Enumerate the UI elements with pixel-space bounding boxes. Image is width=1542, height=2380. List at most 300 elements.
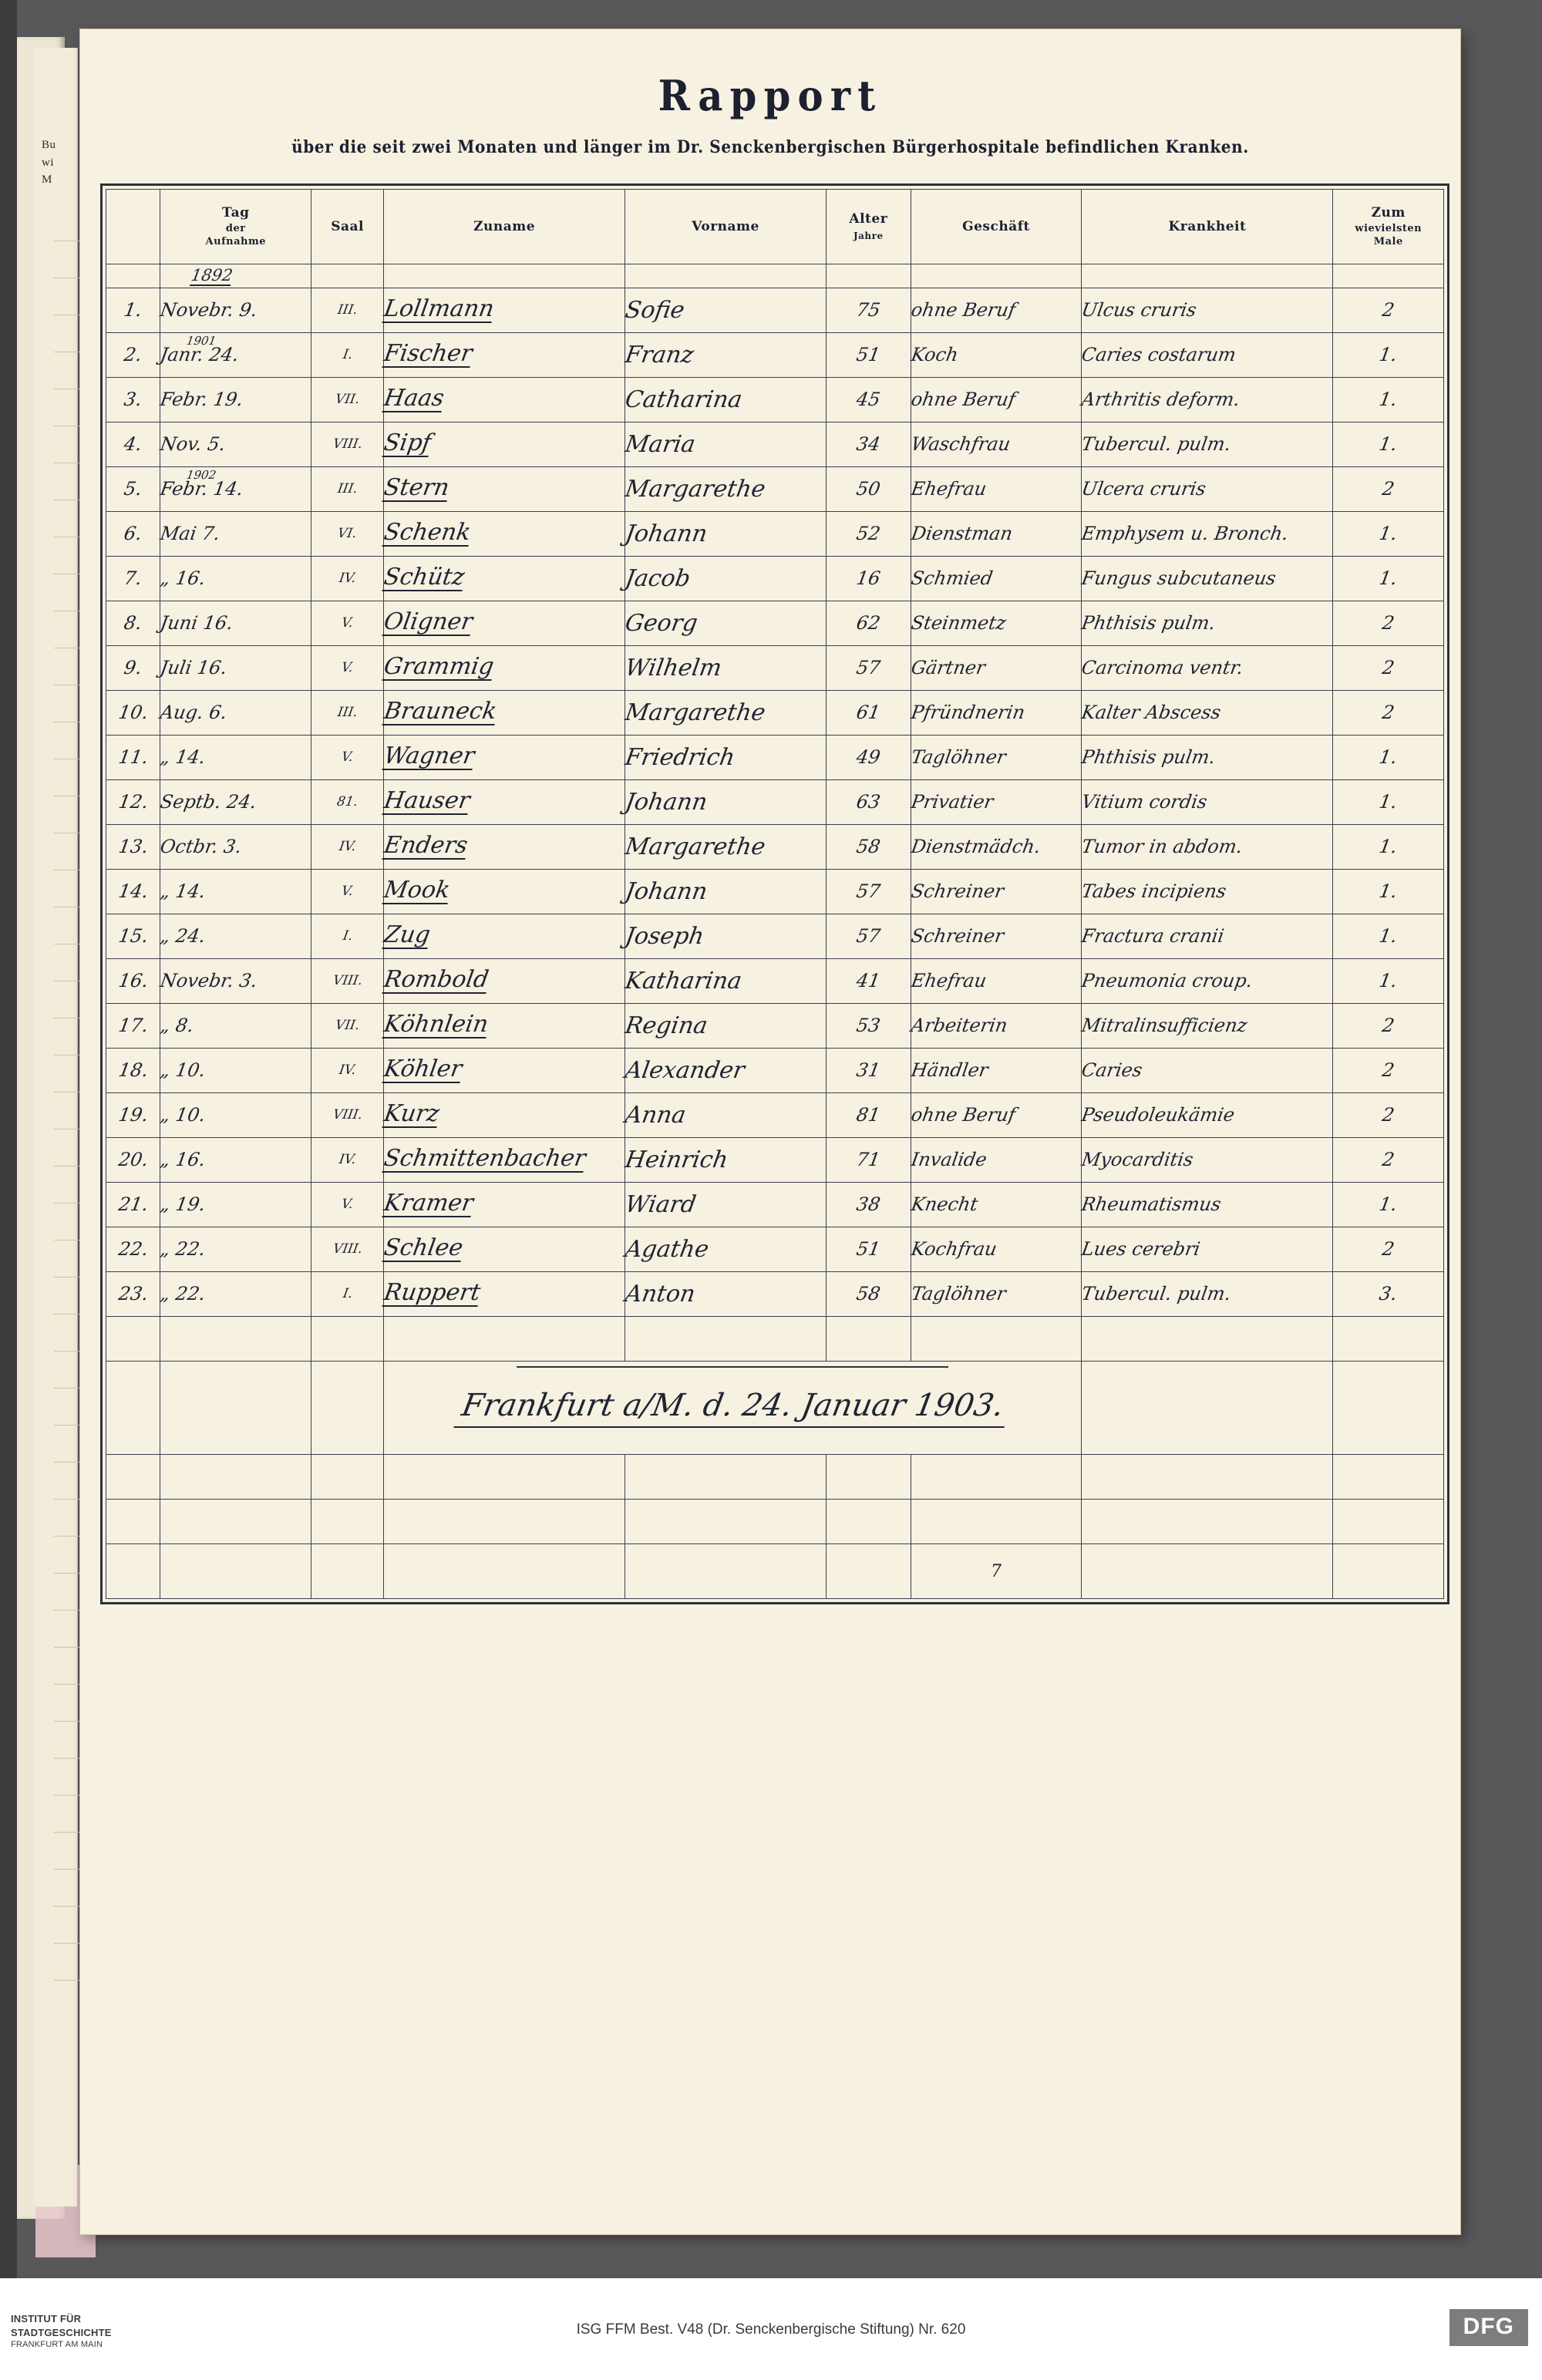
cell-lastname xyxy=(384,512,625,557)
cell-job-text: Schreiner xyxy=(909,880,1005,902)
cell-index xyxy=(106,1227,160,1272)
cell-index-text: 1. xyxy=(123,299,144,321)
cell-firstname-text: Margarethe xyxy=(623,699,768,726)
table-row xyxy=(106,333,1444,378)
cell-lastname-text: Lollmann xyxy=(382,295,497,322)
cell-firstname-text: Wilhelm xyxy=(623,654,724,682)
cell-age xyxy=(827,914,911,959)
cell-index-text: 17. xyxy=(116,1015,150,1036)
table-row xyxy=(106,601,1444,646)
cell-firstname xyxy=(625,601,827,646)
cell-index-text: 13. xyxy=(116,836,150,857)
table-row xyxy=(106,646,1444,691)
cell-saal-text: III. xyxy=(336,480,359,497)
cell-index xyxy=(106,870,160,914)
cell-age-text: 38 xyxy=(854,1193,882,1215)
cell-times-text: 2 xyxy=(1380,612,1396,634)
institution-line-1: INSTITUT FÜR xyxy=(11,2313,82,2324)
table-row xyxy=(106,736,1444,780)
cell-firstname xyxy=(625,378,827,422)
cell-saal-text: IV. xyxy=(338,1062,357,1078)
cell-saal-text: V. xyxy=(340,749,355,765)
cell-age-text: 71 xyxy=(854,1149,882,1170)
cell-saal xyxy=(311,1272,384,1317)
cell-diagnosis xyxy=(1082,333,1333,378)
cell-saal xyxy=(311,646,384,691)
cell-date xyxy=(160,914,311,959)
cell-job xyxy=(911,288,1082,333)
cell-lastname-text: Kurz xyxy=(382,1100,442,1127)
cell-date-text: Juli 16. xyxy=(159,657,229,678)
cell-times-text: 1. xyxy=(1378,925,1399,947)
cell-lastname xyxy=(384,467,625,512)
cell-lastname-text: Schmittenbacher xyxy=(382,1145,588,1172)
cell-times xyxy=(1333,825,1444,870)
title-block xyxy=(80,29,1460,156)
rapport-table-frame xyxy=(100,183,1449,1604)
cell-times-text: 1. xyxy=(1378,523,1399,544)
cell-date xyxy=(160,1272,311,1317)
cell-date xyxy=(160,512,311,557)
cell-saal xyxy=(311,914,384,959)
cell-job xyxy=(911,378,1082,422)
cell-lastname-text: Fischer xyxy=(382,340,475,367)
cell-diagnosis-text: Tubercul. pulm. xyxy=(1080,1283,1233,1304)
cell-job-text: Händler xyxy=(909,1059,990,1081)
cell-job-text: ohne Beruf xyxy=(909,1104,1017,1126)
cell-diagnosis-text: Pneumonia croup. xyxy=(1080,970,1254,991)
cell-times-text: 2 xyxy=(1380,299,1396,321)
cell-firstname xyxy=(625,557,827,601)
cell-diagnosis-text: Fungus subcutaneus xyxy=(1080,567,1278,589)
page-number-row xyxy=(106,1544,1444,1599)
cell-firstname-text: Anna xyxy=(623,1101,689,1129)
cell-date-text: Aug. 6. xyxy=(159,702,229,723)
cell-lastname-text: Oligner xyxy=(382,608,475,635)
cell-times-text: 1. xyxy=(1378,746,1399,768)
cell-age xyxy=(827,557,911,601)
cell-age-text: 58 xyxy=(854,1283,882,1304)
cell-date xyxy=(160,1138,311,1183)
cell-age-text: 63 xyxy=(854,791,882,813)
cell-job xyxy=(911,1183,1082,1227)
cell-firstname-text: Franz xyxy=(623,341,696,369)
cell-saal xyxy=(311,1049,384,1093)
cell-index xyxy=(106,1049,160,1093)
cell-times xyxy=(1333,512,1444,557)
cell-diagnosis xyxy=(1082,780,1333,825)
cell-diagnosis xyxy=(1082,422,1333,467)
cell-index-text: 16. xyxy=(116,970,150,991)
cell-date xyxy=(160,1004,311,1049)
table-row-blank xyxy=(106,1317,1444,1362)
cell-age xyxy=(827,736,911,780)
cell-times xyxy=(1333,1138,1444,1183)
table-row xyxy=(106,422,1444,467)
cell-job xyxy=(911,870,1082,914)
column-header-lastname: Zuname xyxy=(384,190,625,264)
cell-index-text: 6. xyxy=(123,523,144,544)
cell-date xyxy=(160,1183,311,1227)
table-header-row xyxy=(106,190,1444,264)
cell-index xyxy=(106,1004,160,1049)
cell-index-text: 4. xyxy=(123,433,144,455)
cell-date xyxy=(160,333,311,378)
cell-job-text: Schmied xyxy=(909,567,995,589)
document-page xyxy=(80,29,1460,2234)
cell-date xyxy=(160,1049,311,1093)
signature-row xyxy=(106,1362,1444,1455)
cell-diagnosis xyxy=(1082,825,1333,870)
cell-index xyxy=(106,333,160,378)
cell-index-text: 7. xyxy=(123,567,144,589)
cell-firstname xyxy=(625,512,827,557)
cell-firstname-text: Anton xyxy=(623,1280,698,1308)
cell-age xyxy=(827,1272,911,1317)
cell-job-text: Knecht xyxy=(909,1193,979,1215)
cell-diagnosis xyxy=(1082,378,1333,422)
cell-times xyxy=(1333,914,1444,959)
cell-date xyxy=(160,736,311,780)
cell-date-text: Octbr. 3. xyxy=(159,836,244,857)
cell-saal xyxy=(311,736,384,780)
cell-times xyxy=(1333,1272,1444,1317)
cell-lastname-text: Enders xyxy=(382,832,470,859)
table-row xyxy=(106,959,1444,1004)
cell-age-text: 61 xyxy=(854,702,882,723)
cell-job xyxy=(911,736,1082,780)
cell-index-text: 5. xyxy=(123,478,144,500)
cell-index-text: 19. xyxy=(116,1104,150,1126)
cell-date-text: Mai 7. xyxy=(159,523,222,544)
cell-age xyxy=(827,333,911,378)
cell-saal xyxy=(311,870,384,914)
cell-index-text: 11. xyxy=(116,746,150,768)
cell-date-year: 1902 xyxy=(186,468,218,482)
cell-job-text: Kochfrau xyxy=(909,1238,998,1260)
cell-times xyxy=(1333,646,1444,691)
cell-lastname-text: Schütz xyxy=(382,564,466,591)
table-row xyxy=(106,1272,1444,1317)
cell-job xyxy=(911,914,1082,959)
cell-lastname-text: Haas xyxy=(382,385,446,412)
cell-lastname xyxy=(384,825,625,870)
cell-date xyxy=(160,601,311,646)
cell-diagnosis xyxy=(1082,736,1333,780)
margin-note-line-3: M xyxy=(42,173,52,186)
cell-diagnosis-text: Lues cerebri xyxy=(1080,1238,1202,1260)
cell-times xyxy=(1333,333,1444,378)
cell-saal xyxy=(311,825,384,870)
cell-index-text: 14. xyxy=(116,880,150,902)
cell-lastname-text: Schenk xyxy=(382,519,473,546)
cell-date xyxy=(160,870,311,914)
cell-firstname xyxy=(625,914,827,959)
cell-age xyxy=(827,1049,911,1093)
cell-job-text: Koch xyxy=(909,344,960,365)
cell-saal xyxy=(311,1183,384,1227)
cell-times-text: 1. xyxy=(1378,791,1399,813)
cell-diagnosis-text: Myocarditis xyxy=(1080,1149,1196,1170)
table-row xyxy=(106,914,1444,959)
cell-lastname-text: Hauser xyxy=(382,787,472,814)
cell-lastname-text: Mook xyxy=(382,877,453,904)
table-row xyxy=(106,691,1444,736)
cell-firstname-text: Regina xyxy=(623,1012,710,1039)
cell-job xyxy=(911,512,1082,557)
cell-index xyxy=(106,691,160,736)
cell-firstname xyxy=(625,1093,827,1138)
cell-firstname xyxy=(625,422,827,467)
column-header-times: Zum wievielsten Male xyxy=(1333,190,1444,264)
cell-saal-text: I. xyxy=(341,1285,354,1301)
cell-date xyxy=(160,378,311,422)
cell-saal xyxy=(311,1138,384,1183)
table-row xyxy=(106,1227,1444,1272)
cell-date xyxy=(160,691,311,736)
archive-caption: ISG FFM Best. V48 (Dr. Senckenbergische Stiftung) Nr. 620 xyxy=(576,2321,966,2338)
cell-date-text: „ 24. xyxy=(159,925,207,947)
cell-diagnosis-text: Vitium cordis xyxy=(1080,791,1210,813)
page-subtitle: über die seit zwei Monaten und länger im Dr. Senckenbergischen Bürgerhospitale befindlichen Kranken. xyxy=(291,136,1249,157)
table-row xyxy=(106,288,1444,333)
cell-firstname-text: Johann xyxy=(623,520,709,547)
cell-job xyxy=(911,691,1082,736)
cell-diagnosis xyxy=(1082,1272,1333,1317)
table-row xyxy=(106,512,1444,557)
cell-date-text: Juni 16. xyxy=(159,612,235,634)
cell-date-text: „ 22. xyxy=(159,1283,207,1304)
cell-firstname-text: Joseph xyxy=(623,922,706,950)
cell-index xyxy=(106,378,160,422)
cell-index-text: 2. xyxy=(123,344,144,365)
year-banner-row xyxy=(106,264,1444,288)
cell-job xyxy=(911,825,1082,870)
cell-date-year: 1901 xyxy=(186,334,218,348)
cell-saal xyxy=(311,333,384,378)
book-gutter xyxy=(0,0,17,2278)
table-row xyxy=(106,825,1444,870)
cell-job-text: ohne Beruf xyxy=(909,299,1017,321)
cell-firstname-text: Catharina xyxy=(623,385,745,413)
cell-times xyxy=(1333,422,1444,467)
cell-age-text: 57 xyxy=(854,880,882,902)
cell-job-text: Ehefrau xyxy=(909,970,988,991)
cell-diagnosis xyxy=(1082,1227,1333,1272)
signature-divider xyxy=(517,1366,948,1368)
cell-age xyxy=(827,288,911,333)
cell-saal-text: VI. xyxy=(336,525,359,541)
cell-saal-text: VIII. xyxy=(332,436,364,452)
table-row-blank xyxy=(106,1455,1444,1500)
cell-age xyxy=(827,378,911,422)
cell-diagnosis xyxy=(1082,1138,1333,1183)
cell-saal-text: V. xyxy=(340,1196,355,1212)
cell-index xyxy=(106,512,160,557)
cell-saal xyxy=(311,691,384,736)
cell-times xyxy=(1333,1183,1444,1227)
cell-lastname-text: Grammig xyxy=(382,653,497,680)
cell-job-text: Pfründnerin xyxy=(909,702,1026,723)
cell-times xyxy=(1333,1049,1444,1093)
cell-index xyxy=(106,601,160,646)
table-row xyxy=(106,1093,1444,1138)
cell-diagnosis xyxy=(1082,959,1333,1004)
cell-index-text: 21. xyxy=(116,1193,150,1215)
table-row-blank xyxy=(106,1500,1444,1544)
cell-job-text: Privatier xyxy=(909,791,995,813)
table-row xyxy=(106,1138,1444,1183)
cell-diagnosis-text: Tubercul. pulm. xyxy=(1080,433,1233,455)
cell-firstname xyxy=(625,736,827,780)
cell-diagnosis-text: Caries xyxy=(1080,1059,1144,1081)
cell-lastname xyxy=(384,914,625,959)
cell-age-text: 49 xyxy=(854,746,882,768)
cell-diagnosis-text: Carcinoma ventr. xyxy=(1080,657,1245,678)
cell-lastname xyxy=(384,378,625,422)
cell-lastname xyxy=(384,1272,625,1317)
cell-index xyxy=(106,1272,160,1317)
cell-age-text: 50 xyxy=(854,478,882,500)
cell-diagnosis-text: Kalter Abscess xyxy=(1080,702,1223,723)
cell-age xyxy=(827,825,911,870)
cell-firstname xyxy=(625,870,827,914)
table-row xyxy=(106,870,1444,914)
cell-saal xyxy=(311,601,384,646)
cell-saal xyxy=(311,288,384,333)
cell-firstname-text: Johann xyxy=(623,788,709,816)
cell-times xyxy=(1333,378,1444,422)
cell-firstname xyxy=(625,333,827,378)
cell-index-text: 20. xyxy=(116,1149,150,1170)
cell-saal-text: I. xyxy=(341,346,354,362)
cell-age xyxy=(827,780,911,825)
cell-index xyxy=(106,557,160,601)
cell-saal-text: IV. xyxy=(338,570,357,586)
cell-job xyxy=(911,1093,1082,1138)
column-header-date: Tag der Aufnahme xyxy=(160,190,311,264)
cell-lastname-text: Schlee xyxy=(382,1234,465,1261)
cell-diagnosis xyxy=(1082,1004,1333,1049)
signature-pad-left xyxy=(106,1362,160,1455)
cell-times xyxy=(1333,288,1444,333)
cell-lastname xyxy=(384,333,625,378)
cell-saal-text: V. xyxy=(340,659,355,675)
table-row xyxy=(106,557,1444,601)
cell-job xyxy=(911,1004,1082,1049)
cell-lastname-text: Rombold xyxy=(382,966,491,993)
cell-firstname-text: Georg xyxy=(623,609,700,637)
cell-times-text: 3. xyxy=(1378,1283,1399,1304)
cell-lastname-text: Köhnlein xyxy=(382,1011,490,1038)
cell-index-text: 3. xyxy=(123,389,144,410)
cell-index xyxy=(106,914,160,959)
table-row xyxy=(106,780,1444,825)
cell-job-text: Schreiner xyxy=(909,925,1005,947)
cell-times xyxy=(1333,601,1444,646)
table-row xyxy=(106,1049,1444,1093)
column-header-saal: Saal xyxy=(311,190,384,264)
cell-lastname xyxy=(384,1049,625,1093)
table-row xyxy=(106,378,1444,422)
cell-date xyxy=(160,1227,311,1272)
cell-lastname-text: Stern xyxy=(382,474,452,501)
cell-diagnosis-text: Tabes incipiens xyxy=(1080,880,1228,902)
cell-times-text: 2 xyxy=(1380,657,1396,678)
cell-lastname xyxy=(384,870,625,914)
cell-saal-text: VII. xyxy=(334,391,361,407)
cell-date-text: Novebr. 9. xyxy=(159,299,260,321)
cell-age xyxy=(827,870,911,914)
cell-saal-text: 81. xyxy=(335,793,359,810)
cell-saal-text: I. xyxy=(341,927,354,944)
cell-firstname xyxy=(625,1272,827,1317)
cell-lastname xyxy=(384,736,625,780)
cell-age-text: 16 xyxy=(854,567,882,589)
cell-times-text: 2 xyxy=(1380,1104,1396,1126)
cell-lastname-text: Ruppert xyxy=(382,1279,483,1306)
cell-times xyxy=(1333,870,1444,914)
dfg-logo: DFG xyxy=(1449,2309,1528,2346)
column-header-diagnosis: Krankheit xyxy=(1082,190,1333,264)
cell-index xyxy=(106,467,160,512)
cell-job xyxy=(911,959,1082,1004)
cell-lastname xyxy=(384,288,625,333)
cell-date-text: Febr. 14. xyxy=(159,478,245,500)
cell-firstname xyxy=(625,691,827,736)
cell-times xyxy=(1333,557,1444,601)
cell-date-text: „ 16. xyxy=(159,567,207,589)
cell-lastname-text: Köhler xyxy=(382,1055,464,1082)
cell-date-text: „ 10. xyxy=(159,1059,207,1081)
cell-times-text: 1. xyxy=(1378,1193,1399,1215)
cell-job-text: Waschfrau xyxy=(909,433,1012,455)
cell-index xyxy=(106,736,160,780)
cell-firstname-text: Johann xyxy=(623,877,709,905)
cell-times-text: 2 xyxy=(1380,1149,1396,1170)
cell-times xyxy=(1333,1227,1444,1272)
footer-bar xyxy=(0,2278,1542,2380)
cell-saal-text: V. xyxy=(340,614,355,631)
cell-diagnosis xyxy=(1082,467,1333,512)
cell-job xyxy=(911,467,1082,512)
cell-age-text: 51 xyxy=(854,344,882,365)
cell-index-text: 18. xyxy=(116,1059,150,1081)
column-header-age: Alter Jahre xyxy=(827,190,911,264)
cell-times xyxy=(1333,1004,1444,1049)
cell-saal xyxy=(311,512,384,557)
cell-firstname xyxy=(625,1227,827,1272)
cell-diagnosis xyxy=(1082,691,1333,736)
cell-diagnosis xyxy=(1082,1049,1333,1093)
margin-note-line-1: Bu xyxy=(42,139,56,151)
cell-index xyxy=(106,422,160,467)
cell-times-text: 1. xyxy=(1378,970,1399,991)
table-row xyxy=(106,1183,1444,1227)
cell-lastname xyxy=(384,1183,625,1227)
cell-job xyxy=(911,1227,1082,1272)
cell-job-text: Invalide xyxy=(909,1149,988,1170)
cell-diagnosis xyxy=(1082,646,1333,691)
cell-saal-text: IV. xyxy=(338,838,357,854)
table-body xyxy=(106,264,1444,1599)
cell-date xyxy=(160,825,311,870)
cell-age xyxy=(827,1093,911,1138)
cell-times-text: 1. xyxy=(1378,433,1399,455)
cell-diagnosis-text: Phthisis pulm. xyxy=(1080,746,1217,768)
cell-lastname-text: Wagner xyxy=(382,742,476,769)
cell-diagnosis-text: Ulcera cruris xyxy=(1080,478,1208,500)
